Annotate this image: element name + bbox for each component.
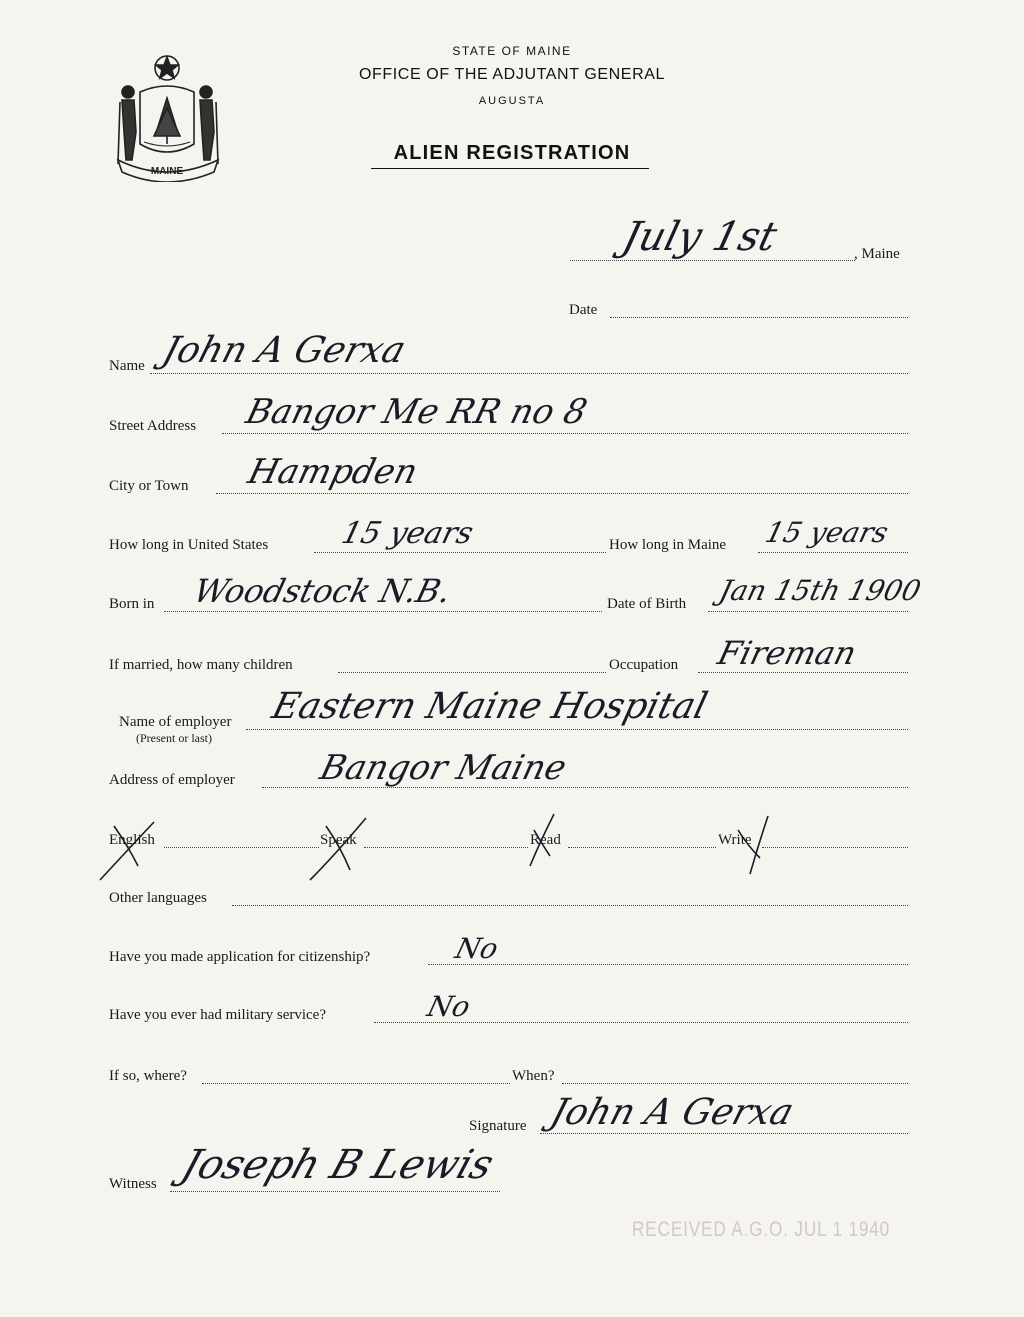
witness-value: Joseph B Lewis: [176, 1142, 500, 1188]
how-long-maine-line: [758, 552, 908, 553]
employer-address-value: Bangor Maine: [316, 748, 571, 788]
employer-sublabel: (Present or last): [136, 731, 212, 745]
how-long-us-value: 15 years: [338, 516, 477, 551]
signature-value: John A Gerxa: [546, 1092, 799, 1133]
how-long-maine-label: How long in Maine: [609, 537, 727, 553]
occupation-value: Fireman: [714, 634, 861, 672]
other-languages-label: Other languages: [109, 890, 207, 906]
maine-label: , Maine: [854, 246, 900, 262]
write-label: Write: [718, 832, 752, 848]
married-children-label: If married, how many children: [109, 657, 293, 673]
city-heading: AUGUSTA: [478, 95, 546, 107]
street-address-line: [222, 433, 908, 434]
read-cross-mark-icon: [518, 812, 568, 872]
date-of-birth-value: Jan 15th 1900: [716, 574, 925, 607]
how-long-maine-value: 15 years: [762, 516, 892, 549]
speak-label: Speak: [320, 832, 357, 848]
city-line: [216, 493, 908, 494]
occupation-label: Occupation: [609, 657, 679, 673]
born-in-label: Born in: [109, 596, 155, 612]
name-value: John A Gerxa: [158, 330, 411, 371]
write-cross-mark-icon: [728, 812, 778, 882]
how-long-us-line: [314, 552, 606, 553]
city-value: Hampden: [244, 452, 422, 492]
speak-cross-mark-icon: [300, 814, 380, 886]
citizenship-label: Have you made application for citizenship?: [109, 949, 371, 965]
title-underline: [371, 168, 649, 169]
witness-line: [170, 1191, 500, 1192]
date-of-birth-label: Date of Birth: [607, 596, 687, 612]
english-line: [164, 847, 319, 848]
employer-label: Name of employer: [119, 714, 232, 730]
date-line: [610, 317, 908, 318]
born-in-line: [164, 611, 602, 612]
place-line: [570, 260, 855, 261]
name-line: [150, 373, 908, 374]
military-service-label: Have you ever had military service?: [109, 1007, 326, 1023]
if-so-where-line: [202, 1083, 510, 1084]
employer-value: Eastern Maine Hospital: [268, 686, 712, 727]
citizenship-value: No: [452, 932, 502, 965]
write-line: [762, 847, 908, 848]
received-stamp: RECEIVED A.G.O. JUL 1 1940: [632, 1218, 891, 1241]
read-label: Read: [530, 832, 561, 848]
state-heading: STATE OF MAINE: [452, 44, 572, 58]
military-service-value: No: [424, 990, 474, 1023]
date-label: Date: [569, 302, 598, 318]
street-address-label: Street Address: [109, 418, 197, 434]
other-languages-line: [232, 905, 908, 906]
form-title: ALIEN REGISTRATION: [393, 142, 631, 164]
date-of-birth-line: [708, 611, 908, 612]
if-so-where-label: If so, where?: [109, 1068, 187, 1084]
city-label: City or Town: [109, 478, 189, 494]
witness-label: Witness: [109, 1176, 157, 1192]
speak-line: [364, 847, 528, 848]
married-children-line: [338, 672, 606, 673]
employer-line: [246, 729, 908, 730]
english-label: English: [109, 832, 155, 848]
when-label: When?: [512, 1068, 555, 1084]
born-in-value: Woodstock N.B.: [190, 572, 456, 610]
office-heading: OFFICE OF THE ADJUTANT GENERAL: [358, 66, 666, 83]
employer-address-label: Address of employer: [109, 772, 235, 788]
when-line: [562, 1083, 908, 1084]
name-label: Name: [109, 358, 145, 374]
signature-label: Signature: [469, 1118, 527, 1134]
citizenship-line: [428, 964, 908, 965]
how-long-us-label: How long in United States: [109, 537, 269, 553]
street-address-value: Bangor Me RR no 8: [242, 392, 591, 432]
read-line: [568, 847, 716, 848]
english-cross-mark-icon: [92, 816, 172, 886]
date-handwriting: July 1st: [618, 214, 782, 260]
signature-line: [540, 1133, 908, 1134]
seal-motto: MAINE: [150, 166, 184, 177]
occupation-line: [698, 672, 908, 673]
